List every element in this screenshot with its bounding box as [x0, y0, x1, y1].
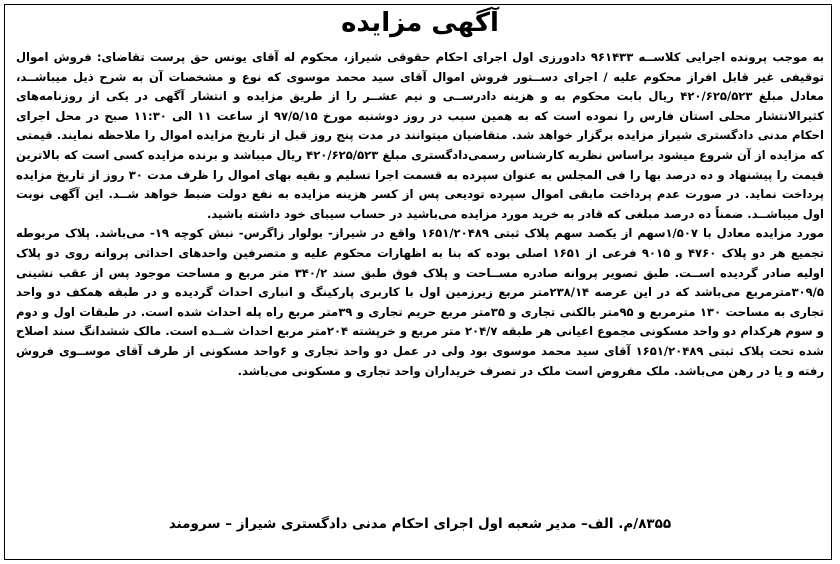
notice-signature: ۸۳۵۵/م. الف– مدیر شعبه اول اجرای احکام مدنی دادگستری شیراز – سرومند	[168, 516, 672, 532]
notice-paragraph-property-description: مورد مزایده معادل با ۱/۵۰۷سهم از یکصد سهم پلاک ثبتی ۱۶۵۱/۲۰۴۸۹ واقع در شیراز- بولوار زاگرس- نبش کوچه ۱۹- می‌باشد. پلاک مربوطه تجمیع هر دو پلاک ۴۷۶۰ و ۹۰۱۵ فرعی از ۱۶۵۱ اصلی بوده که بنا به اظهارات محکوم علیه و متصرفین واحدهای احداثی پروانه روی دو پلاک اولیه صادر گردیده اســت. طبق تصویر پروانه صادره مســاحت و پلاک فوق طبق سند ۳۴۰/۲ متر مربع و مساحت موجود پس از عقب نشینی ۳۰۹/۵متر‌مربع می‌باشد که در این عرصه ۲۳۸/۱۴متر مربع زیرزمین اول با کاربری پارکینگ و انباری احداث گردیده و در طبقه همکف دو واحد تجاری به مساحت ۱۳۰ مترمربع و ۹۵متر بالکنی تجاری و ۳۵متر مربع حریم تجاری و ۳۹متر مربع راه پله احداث شده است. در طبقات اول و دوم و سوم هرکدام دو واحد مسکونی مجموع اعیانی هر طبقه ۲۰۴/۷ متر مربع و خرپشته ۲۰۴متر مربع احداث شــده است. مالک ششدانگ سند اصلاح شده تحت پلاک ثبتی ۱۶۵۱/۲۰۴۸۹ آقای سید محمد موسوی بود ولی در عمل دو واحد تجاری و ۶واحد مسکونی از طرف آقای موســوی فروش رفته و یا در رهن می‌باشد. ملک مفروض است ملک در تصرف خریداران واحد تجاری و مسکونی می‌باشد.	[16, 226, 825, 378]
notice-body	[16, 48, 824, 381]
notice-paragraph-auction-terms: به موجب پرونده اجرایی کلاســه ۹۶۱۴۳۳ دادورزی اول اجرای احکام حقوقی شیراز، محکوم له آقای یونس حق پرست تقاضای: فروش اموال توقیفی غیر قابل افراز محکوم علیه / اجرای دســتور فروش اموال آقای سید محمد موسوی که نوع و مشخصات آن به شرح ذیل میباشــد، معادل مبلغ ۴۲۰/۶۲۵/۵۲۳ ریال بابت محکوم به و هزینه دادرســی و نیم عشــر را از طریق مزایده و انتشار آگهی در یکی از روزنامه‌های کثیرالانتشار محلی استان فارس را نموده است که به همین سبب در روز دوشنبه مورخ ۹۷/۵/۱۵ از ساعت ۱۱ الی ۱۱:۳۰ صبح در محل اجرای احکام مدنی دادگستری شیراز مزایده برگزار خواهد شد. متقاضیان میتوانند در مدت پنج روز قبل از تاریخ مزایده اموال را ملاحظه نمایند. قیمتی که مزایده از آن شروع میشود براساس نظریه کارشناس رسمی‌دادگستری مبلغ ۴۲۰/۶۲۵/۵۲۳ ریال میباشد و برنده مزایده کسی است که بالاترین قیمت را پیشنهاد و ده درصد بها را فی المجلس به عنوان سپرده به قسمت اجرا تسلیم و بقیه بهای اموال را ظرف مدت ۳۰ روز از تاریخ مزایده پرداخت نماید. در صورت عدم پرداخت مابقی اموال سپرده تودیعی پس از کسر هزینه مزایده به نفع دولت ضبط خواهد شــد. این آگهی نوبت اول میباشــد. ضمناً ده درصد مبلغی که قادر به خرید مورد مزایده می‌باشید در حساب سیبای خود داشته باشید.	[16, 50, 825, 221]
notice-title: آگهی مزایده	[341, 8, 499, 38]
